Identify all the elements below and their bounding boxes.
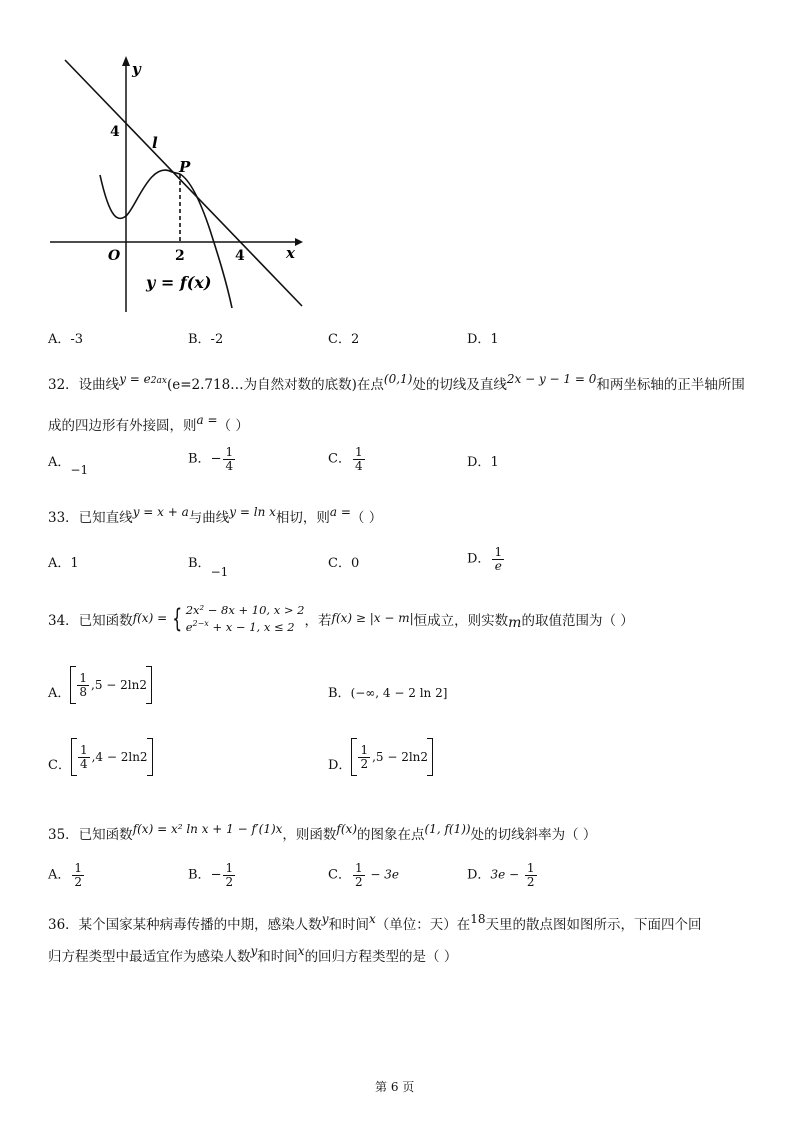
q32-stem-line2: 成的四边形有外接圆，则a =（ ） <box>48 413 249 434</box>
y-tick-4: 4 <box>110 124 120 140</box>
q32-option-a: A．−1 <box>48 455 89 477</box>
q31-option-a: A．-3 <box>48 332 84 347</box>
origin-label: O <box>108 248 121 264</box>
page-number: 第 6 页 <box>375 1080 415 1094</box>
q35-option-d: D．3e − $\frac{1}{2}$ <box>467 861 535 889</box>
q33-option-d: D． $\frac{1}{e}$ <box>467 545 503 573</box>
q35-stem: 35．已知函数f(x) = x² ln x + 1 − f′(1)x，则函数f(x)的图象在点(1, f(1))处的切线斜率为（ ） <box>48 822 597 843</box>
q31-option-c: C．2 <box>328 332 360 347</box>
point-label-p: P <box>179 158 191 176</box>
q33-option-c: C．0 <box>328 556 360 571</box>
q32-option-d: D．1 <box>467 455 499 470</box>
q33-option-a: A．1 <box>48 556 79 571</box>
q34-stem: 34．已知函数 f(x) = { 2x² − 8x + 10, x > 2 $e^{2-x} + x - 1$, x ≤ 2 ，若 f(x) ≥ |x − m| 恒成立，则实数 m 的取值范围为（ ） <box>48 603 634 634</box>
q36-stem-line1: 36．某个国家某种病毒传播的中期，感染人数y和时间x（单位：天）在18天里的散点图如图所示，下面四个回 <box>48 912 702 933</box>
q34-option-b: B．(−∞, 4 − 2 ln 2] <box>328 686 448 701</box>
q32-stem-line1: 32．设曲线$y = e^{2ax}(e=2.718\dots$为自然对数的底数)在点(0,1)处的切线及直线2x − y − 1 = 0和两坐标轴的正半轴所围 <box>48 372 745 393</box>
q31-option-d: D．1 <box>467 332 499 347</box>
q35-option-c: C． $\frac{1}{2}$ − 3e <box>328 861 400 889</box>
q31-option-b: B．-2 <box>188 332 224 347</box>
q36-stem-line2: 归方程类型中最适宜作为感染人数y和时间x的回归方程类型的是（ ） <box>48 944 458 965</box>
y-axis-label: y <box>132 60 141 78</box>
q33-option-b: B．−1 <box>188 556 229 579</box>
q34-option-a: A． $\frac{1}{8}$ ,5 − 2ln2 <box>48 666 152 704</box>
y-axis-arrow <box>122 56 130 66</box>
q35-option-b: B．− $\frac{1}{2}$ <box>188 861 234 889</box>
q34-option-d: D． $\frac{1}{2}$ ,5 − 2ln2 <box>328 738 433 776</box>
q32-option-b: B．− $\frac{1}{4}$ <box>188 445 234 473</box>
q33-stem: 33．已知直线y = x + a与曲线y = ln x相切，则a =（ ） <box>48 505 383 526</box>
tangent-line-l <box>65 60 302 306</box>
x-axis-label: x <box>286 244 295 262</box>
q35-option-a: A． $\frac{1}{2}$ <box>48 861 83 889</box>
function-label: y = f(x) <box>146 273 212 292</box>
x-tick-4: 4 <box>235 248 245 264</box>
function-graph-figure <box>40 50 310 320</box>
x-axis-arrow <box>295 238 303 246</box>
x-tick-2: 2 <box>175 248 185 264</box>
q32-option-c: C． $\frac{1}{4}$ <box>328 445 363 473</box>
line-label-l: l <box>152 134 158 152</box>
q34-option-c: C． $\frac{1}{4}$ ,4 − 2ln2 <box>48 738 153 776</box>
